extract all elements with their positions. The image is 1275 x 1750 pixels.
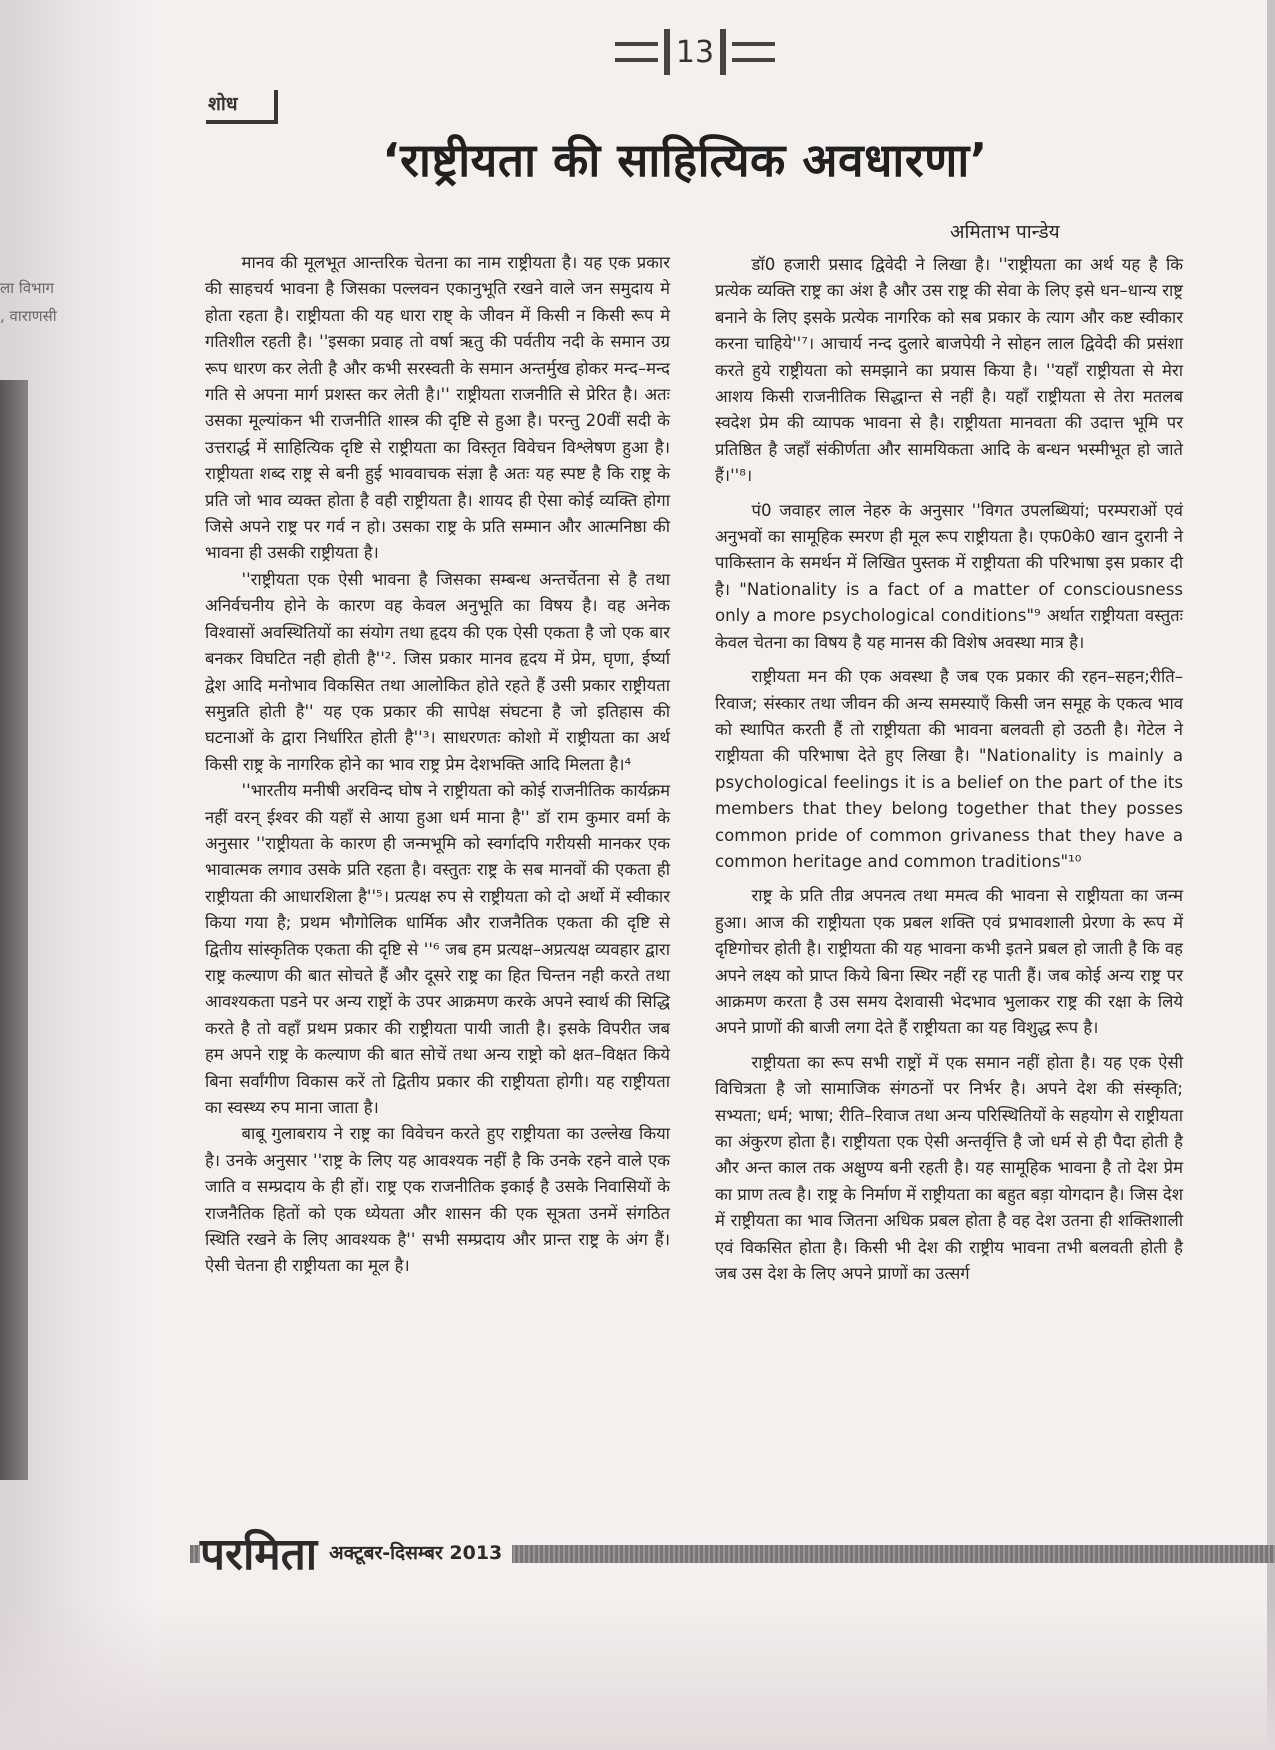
footer bbox=[200, 1522, 512, 1582]
ornament-left-icon bbox=[615, 42, 658, 62]
paragraph: राष्ट्र के प्रति तीव्र अपनत्व तथा ममत्व की भावना से राष्ट्रीयता का जन्म हुआ। आज की राष्ट्रीयता एक प्रबल शक्ति एवं प्रभावशाली प्रेरणा के रूप में दृष्टिगोचर होती है। राष्ट्रीयता की यह भावना कभी इतने प्रबल हो जाती है कि वह अपने लक्ष्य को प्राप्त किये बिना स्थिर नहीं रह पाती हैं। जब कोई अन्य राष्ट्र पर आक्रमण करता है उस समय देशवासी भेदभाव भुलाकर राष्ट्र की रक्षा के लिये अपने प्राणों की बाजी लगा देते हैं राष्ट्रीयता का यह विशुद्ध रूप है। bbox=[715, 886, 1183, 1038]
issue-date: अक्टूबर-दिसम्बर 2013 bbox=[329, 1542, 503, 1564]
right-column bbox=[715, 252, 1183, 1287]
bottom-shadow bbox=[0, 1600, 1275, 1750]
paragraph: ''राष्ट्रीयता एक ऐसी भावना है जिसका सम्बन्ध अन्तर्चेतना से है तथा अनिर्वचनीय होने के कारण वह केवल अनुभूति का विषय है। वह अनेक विश्वासों अवस्थितियों का संयोग तथा हृदय की एक ऐसी एकता है जो एक बार बनकर विघटित नही होती है''². जिस प्रकार मानव हृदय में प्रेम, घृणा, ईर्ष्या द्वेश आदि मनोभाव विकसित तथा आलोकित होते रहते हैं उसी प्रकार राष्ट्रीयता समुन्नति होती है'' यह एक प्रकार की सापेक्ष संघटना है जो इतिहास की घटनाओं के द्वारा निर्धारित होती है''³। साधरणतः कोशो में राष्ट्रीयता का अर्थ किसी राष्ट्र के नागरिक होने का भाव राष्ट्र प्रेम देशभक्ति आदि मिलता है।⁴ bbox=[205, 569, 670, 774]
left-page-strip bbox=[0, 380, 28, 1480]
paragraph: ''भारतीय मनीषी अरविन्द घोष ने राष्ट्रीयता को कोई राजनीतिक कार्यक्रम नहीं वरन् ईश्वर की यहाँ से आया हुआ धर्म माना है'' डॉ राम कुमार वर्मा के अनुसार ''राष्ट्रीयता के कारण ही जन्मभूमि को स्वर्गादपि गरीयसी मानकर एक भावात्मक लगाव उसके प्रति रहता है। वस्तुतः राष्ट्र के सब मानवों की एकता ही राष्ट्रीयता की आधारशिला है''⁵। प्रत्यक्ष रुप से राष्ट्रीयता को दो अर्थो में स्वीकार किया गया है; प्रथम भौगोलिक धार्मिक और राजनैतिक एकता की दृष्टि से द्वितीय सांस्कृतिक एकता की दृष्टि से ''⁶ जब हम प्रत्यक्ष–अप्रत्यक्ष व्यवहार द्वारा राष्ट्र कल्याण की बात सोचते हैं और दूसरे राष्ट्र का हित चिन्तन नही करते तथा आवश्यकता पडने पर अन्य राष्ट्रों के उपर आक्रमण करके अपने स्वार्थ की सिद्धि करते है तो वहाँ प्रथम प्रकार की राष्ट्रीयता पायी जाती है। इसके विपरीत जब हम अपने राष्ट्र के कल्याण की बात सोचें तथा अन्य राष्ट्रो को क्षत–विक्षत किये बिना सर्वांगीण विकास करें तो द्वितीय प्रकार की राष्ट्रीयता होगी। यह राष्ट्रीयता का स्वस्थ्य रुप माना जाता है। bbox=[205, 781, 670, 1117]
paragraph: बाबू गुलाबराय ने राष्ट्र का विवेचन करते हुए राष्ट्रीयता का उल्लेख किया है। उनके अनुसार ''राष्ट्र के लिए यह आवश्यक नहीं है कि उनके रहने वाले एक जाति व सम्प्रदाय के ही हों। राष्ट्र एक राजनीतिक इकाई है उसके निवासियों के राजनैतिक हितों को एक ध्येयता और शासन की एक सूत्रता उनमें संगठित स्थिति रखने के लिए आवश्यक है'' सभी सम्प्रदाय और प्रान्त राष्ट्र के अंग हैं। ऐसी चेतना ही राष्ट्रीयता का मूल है। bbox=[205, 1124, 670, 1276]
left-column bbox=[205, 250, 670, 1280]
bracket-left-icon bbox=[664, 29, 670, 75]
section-tag: शोध bbox=[206, 90, 278, 124]
paragraph: पं0 जवाहर लाल नेहरु के अनुसार ''विगत उपलब्धियां; परम्पराओं एवं अनुभवों का सामूहिक स्मरण ही मूल रूप राष्ट्रीयता है। एफ0के0 खान दुरानी ने पाकिस्तान के समर्थन में लिखित पुस्तक में राष्ट्रीयता की परिभाषा इस प्रकार दी है। "Nationality is a fact of a matter of consciousness only a more psychological conditions"⁹ अर्थात राष्ट्रीयता वस्तुतः केवल चेतना का विषय है यह मानस की विशेष अवस्था मात्र है। bbox=[715, 500, 1183, 652]
magazine-logo: परमिता bbox=[200, 1529, 318, 1580]
right-page-edge bbox=[1267, 0, 1275, 1750]
bracket-right-icon bbox=[720, 29, 726, 75]
paragraph: राष्ट्रीयता का रूप सभी राष्ट्रों में एक समान नहीं होता है। यह एक ऐसी विचित्रता है जो सामाजिक संगठनों पर निर्भर है। अपने देश की संस्कृति; सभ्यता; धर्म; भाषा; रीति–रिवाज तथा अन्य परिस्थितियों के सहयोग से राष्ट्रीयता का अंकुरण होता है। राष्ट्रीयता एक ऐसी अन्तर्वृत्ति है जो धर्म से ही पैदा होती है और अन्त काल तक अक्षुण्य बनी रहती है। यह सामूहिक भावना है तो देश प्रेम का प्राण तत्व है। राष्ट्र के निर्माण में राष्ट्रीयता का बहुत बड़ा योगदान है। जिस देश में राष्ट्रीयता का भाव जितना अधिक प्रबल होता है वह देश उतना ही शक्तिशाली एवं विकसित होता है। किसी भी देश की राष्ट्रीय भावना तभी बलवती होती है जब उस देश के लिए अपने प्राणों का उत्सर्ग bbox=[715, 1052, 1183, 1284]
bleed-text-2: , वाराणसी bbox=[0, 307, 57, 325]
author-name: अमिताभ पान्डेय bbox=[950, 221, 1060, 243]
ornament-right-icon bbox=[732, 42, 775, 62]
page-number bbox=[615, 30, 775, 74]
page-number-text: 13 bbox=[675, 34, 715, 70]
bleed-text-1: ला विभाग bbox=[0, 279, 54, 297]
paragraph: राष्ट्रीयता मन की एक अवस्था है जब एक प्रकार की रहन–सहन;रीति–रिवाज; संस्कार तथा जीवन की अन्य समस्याएँ किसी जन समूह के एकत्व भाव को स्थापित करती हैं तो राष्ट्रीयता की भावना बलवती हो उठती है। गेटेल ने राष्ट्रीयता की परिभाषा देते हुए लिखा है। "Nationality is mainly a psychological feelings it is a belief on the part of the its members that they belong together that they posses common pride of common grivaness that they have a common heritage and common traditions"¹⁰ bbox=[715, 667, 1183, 871]
paragraph: डॉ0 हजारी प्रसाद द्विवेदी ने लिखा है। ''राष्ट्रीयता का अर्थ यह है कि प्रत्येक व्यक्ति राष्ट्र का अंश है और उस राष्ट्र की सेवा के लिए इसे धन–धान्य राष्ट्र बनाने के लिए इसके प्रत्येक नागरिक को सब प्रकार के त्याग और कष्ट स्वीकार करना चाहिये''⁷। आचार्य नन्द दुलारे बाजपेयी ने सोहन लाल द्विवेदी की प्रसंशा करते हुये राष्ट्रीयता को समझाने का प्रयास किया है। ''यहाँ राष्ट्रीयता से मेरा आशय किसी राजनीतिक सिद्धान्त से नहीं है। यहाँ राष्ट्रीयता से तेरा मतलब स्वदेश प्रेम की व्यापक भावना से है। राष्ट्रीयता मानवता की उदात्त भूमि पर प्रतिष्ठित है जहाँ संकीर्णता और सामयिकता आदि के बन्धन भस्मीभूत हो जाते हैं।''⁸। bbox=[715, 255, 1183, 486]
paragraph: मानव की मूलभूत आन्तरिक चेतना का नाम राष्ट्रीयता है। यह एक प्रकार की साहचर्य भावना है जिसका पल्लवन एकानुभूति रखने वाले जन समुदाय मे होता रहता है। राष्ट्रीयता की यह धारा राष्ट् के जीवन में किसी न किसी रूप मे गतिशील रहती है। ''इसका प्रवाह तो वर्षा ऋतु की पर्वतीय नदी के समान उग्र रूप धारण कर लेती है और कभी सरस्वती के समान अन्तर्मुख होकर मन्द–मन्द गति से अपना मार्ग प्रशस्त कर लेती है।'' राष्ट्रीयता राजनीति से प्रेरित है। अतः उसका मूल्यांकन भी राजनीति शास्त्र की दृष्टि से हुआ है। परन्तु 20वीं सदी के उत्तरार्द्ध में साहित्यिक दृष्टि से राष्ट्रीयता का विस्तृत विवेचन विश्लेषण हुआ है। राष्ट्रीयता शब्द राष्ट्र से बनी हुई भाववाचक संज्ञा है अतः यह स्पष्ट है कि राष्ट्र के प्रति जो भाव व्यक्त होता है वही राष्ट्रीयता है। शायद ही ऐसा कोई व्यक्ति होगा जिसे अपने राष्ट्र पर गर्व न हो। उसका राष्ट्र के प्रति सम्मान और आत्मनिष्ठा की भावना ही उसकी राष्ट्रीयता है। bbox=[205, 253, 670, 563]
article-title: ‘राष्ट्रीयता की साहित्यिक अवधारणा’ bbox=[382, 133, 988, 187]
